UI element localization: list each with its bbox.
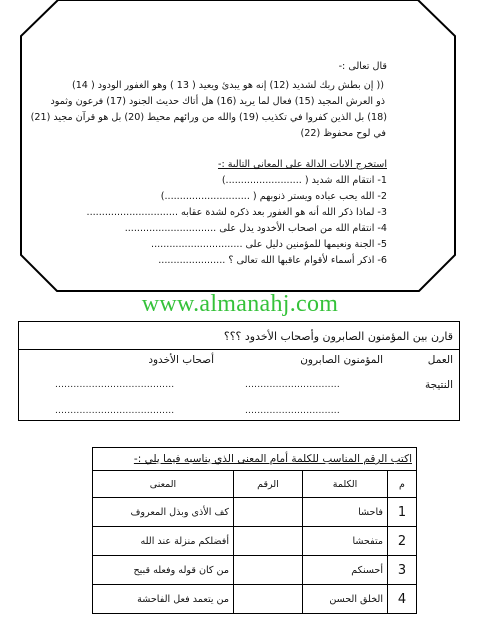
row-number-input[interactable] — [234, 527, 303, 556]
row-number-input[interactable] — [234, 498, 303, 527]
row-index: 1 — [388, 498, 417, 527]
vocab-title: اكتب الرقم المناسب للكلمة أمام المعنى الذي يناسبه فيما يلي :- — [93, 448, 417, 471]
row-number-input[interactable] — [234, 585, 303, 614]
intro-text: قال تعالى :- — [338, 61, 387, 72]
header-index: م — [388, 471, 417, 498]
question-5: 5- الجنة ونعيمها للمؤمنين دليل على .............................. — [151, 239, 387, 250]
header-meaning: المعنى — [93, 471, 234, 498]
vocab-row — [93, 498, 417, 527]
vocab-row — [93, 556, 417, 585]
row-word: الخلق الحسن — [303, 585, 388, 614]
row-index: 3 — [388, 556, 417, 585]
question-6: 6- اذكر أسماء لأقوام عاقبها الله تعالى ؟ ...................... — [158, 255, 387, 266]
verse-line-2: ذو العرش المجيد (15) فعال لما يريد (16) هل أتاك حديث الجنود (17) فرعون وثمود — [50, 96, 385, 107]
vocab-table — [92, 447, 417, 614]
col-work-label: العمل — [427, 354, 453, 366]
vocab-row — [93, 527, 417, 556]
header-word: الكلمة — [303, 471, 388, 498]
verse-line-4: في لوح محفوظ (22) — [300, 128, 386, 139]
vocab-row — [93, 585, 417, 614]
compare-table — [18, 321, 460, 421]
header-number: الرقم — [234, 471, 303, 498]
row-number-input[interactable] — [234, 556, 303, 585]
compare-title: قارن بين المؤمنون الصابرون وأصحاب الأخدود ؟؟؟ — [223, 330, 453, 343]
question-3: 3- لماذا ذكر الله أنه هو الغفور بعد ذكره لشدة عقابه .............................. — [86, 207, 387, 218]
row-meaning: كف الأذى وبذل المعروف — [93, 498, 234, 527]
question-2: 2- الله يحب عباده ويستر ذنوبهم ( ............................) — [160, 191, 387, 202]
question-1: 1- انتقام الله شديد ( .........................) — [221, 175, 387, 186]
believers-answer-1[interactable]: ............................... — [245, 380, 340, 390]
ukhdud-answer-2[interactable]: ....................................... — [55, 406, 175, 416]
row-word: فاحشا — [303, 498, 388, 527]
verse-line-3: (18) بل الذين كفروا في تكذيب (19) والله من ورائهم محيط (20) بل هو قرآن مجيد (21) — [30, 112, 387, 123]
row-index: 2 — [388, 527, 417, 556]
watermark: www.almanahj.com — [141, 291, 339, 317]
question-4: 4- انتقام الله من اصحاب الأخدود يدل على .............................. — [124, 223, 387, 234]
divider — [19, 349, 459, 350]
row-meaning: من يتعمد فعل الفاحشة — [93, 585, 234, 614]
col-ukhdud-label: أصحاب الأخدود — [148, 354, 214, 366]
row-index: 4 — [388, 585, 417, 614]
extract-title: استخرج الايات الدالة على المعاني التالية :- — [217, 159, 387, 170]
row-result-label: النتيجة — [424, 379, 453, 391]
row-word: متفحشا — [303, 527, 388, 556]
row-meaning: من كان قوله وفعله قبيح — [93, 556, 234, 585]
row-word: أحسنكم — [303, 556, 388, 585]
verse-line-1: (( إن بطش ربك لشديد (12) إنه هو يبدئ ويعيد ( 13 ) وهو الغفور الودود ( 14) — [71, 80, 384, 91]
ukhdud-answer-1[interactable]: ....................................... — [55, 380, 175, 390]
col-believers-label: المؤمنون الصابرون — [300, 354, 383, 366]
believers-answer-2[interactable]: ............................... — [245, 406, 340, 416]
row-meaning: أفضلكم منزلة عند الله — [93, 527, 234, 556]
